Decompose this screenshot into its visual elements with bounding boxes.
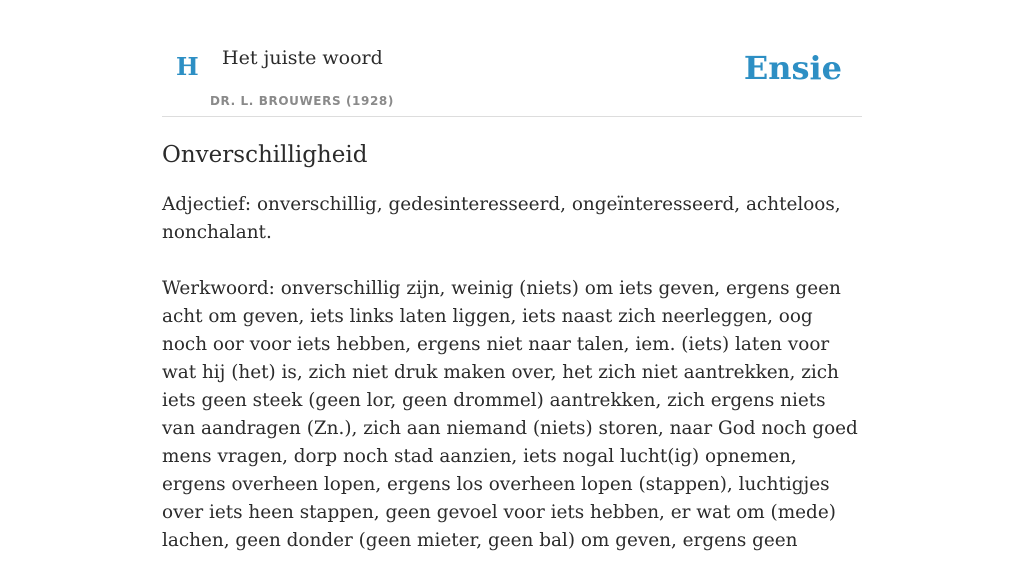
entry-title: Onverschilligheid [162, 142, 368, 168]
entry-paragraph-verb: Werkwoord: onverschillig zijn, weinig (niets) om iets geven, ergens geen acht om geven, iets links laten liggen, iets naast zich neerleggen, oog noch oor voor iets hebben, ergens niet naar talen, iem. (iets) laten voor wat hij (het) is, zich niet druk maken over, het zich niet aantrekken, zich iets geen steek (geen lor, geen drommel) aantrekken, zich ergens niets van aandragen (Zn.), zich aan niemand (niets) storen, naar God noch goed mens vragen, dorp noch stad aanzien, iets nogal lucht(ig) opnemen, ergens overheen lopen, ergens los overheen lopen (stappen), luchtigjes over iets heen stappen, geen gevoel voor iets hebben, er wat om (mede) lachen, geen donder (geen mieter, geen bal) om geven, ergens geen [162, 277, 858, 551]
book-header [162, 0, 862, 117]
book-title[interactable]: Het juiste woord [222, 47, 383, 69]
book-author: DR. L. BROUWERS (1928) [210, 94, 394, 108]
entry-paragraph-adjective: Adjectief: onverschillig, gedesinteresseerd, ongeïnteresseerd, achteloos, nonchalant. [162, 193, 841, 243]
book-index-letter[interactable]: H [176, 52, 199, 81]
page [162, 0, 862, 583]
brand-logo[interactable]: Ensie [743, 49, 842, 87]
entry-body [162, 191, 862, 555]
